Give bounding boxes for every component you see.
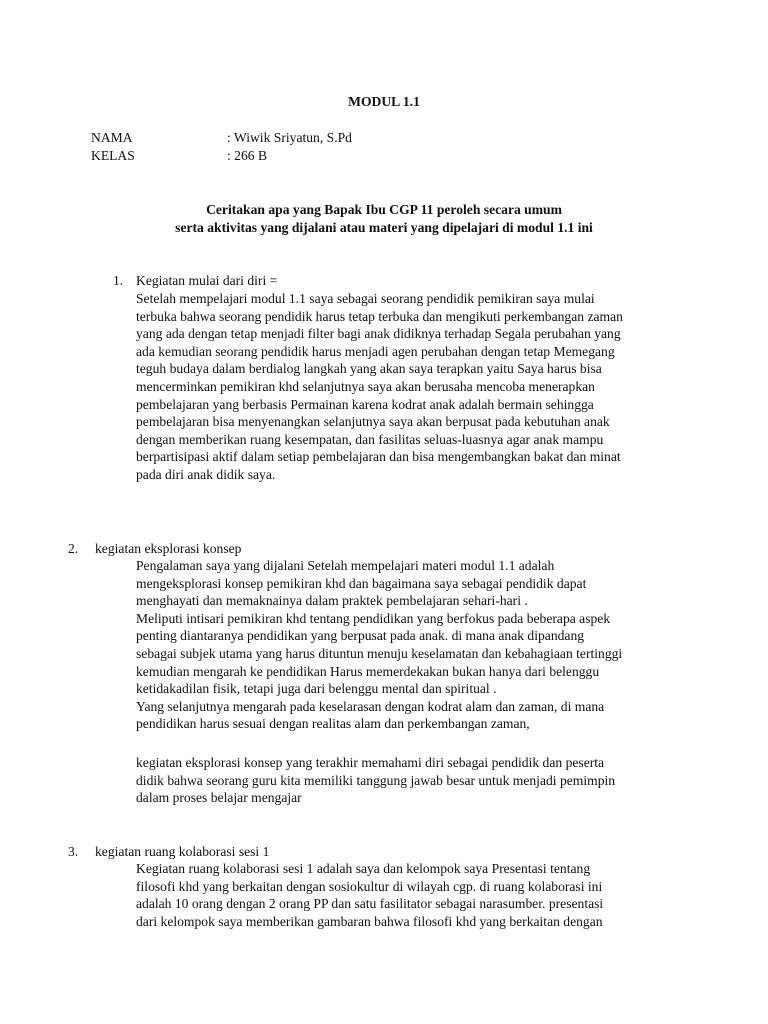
section-1-number: 1. (113, 273, 124, 288)
section-2-body: Pengalaman saya yang dijalani Setelah mempelajari materi modul 1.1 adalah mengeksplorasi konsep pemikiran khd dan bagaimana saya sebagai pendidik dapat menghayati dan memaknainya dalam praktek pembelajaran sehari-hari . Meliputi intisari pemikiran khd tentang pendidikan yang berfokus pada beberapa aspek penting diantaranya pendidikan yang berpusat pada anak. di mana anak dipandang sebagai subjek utama yang harus dituntun menuju keselamatan dan kebahagiaan tertinggi kemudian mengarah ke pendidikan Harus memerdekakan bukan hanya dari belenggu ketidakadilan fisik, tetapi juga dari belenggu mental dan spiritual . Yang selanjutnya mengarah pada keselarasan dengan kodrat alam dan zaman, di mana pendidikan harus sesuai dengan realitas alam dan perkembangan zaman, (136, 558, 623, 732)
document-title: MODUL 1.1 (348, 94, 420, 109)
section-3-heading: kegiatan ruang kolaborasi sesi 1 (95, 844, 270, 859)
prompt-line-2: serta aktivitas yang dijalani atau materi yang dipelajari di modul 1.1 ini (175, 220, 593, 235)
section-3-number: 3. (68, 844, 79, 859)
section-2-number: 2. (68, 541, 79, 556)
section-1-body: Setelah mempelajari modul 1.1 saya sebagai seorang pendidik pemikiran saya mulai terbuka bahwa seorang pendidik harus tetap terbuka dan mengikuti perkembangan zaman yang ada dengan tetap menjadi filter bagi anak didiknya terhadap Segala perubahan yang ada kemudian seorang pendidik harus menjadi agen perubahan dengan tetap Memegang teguh budaya dalam berdialog langkah yang akan saya terapkan yaitu Saya harus bisa mencerminkan pemikiran khd selanjutnya saya akan berusaha mencoba menerapkan pembelajaran yang berbasis Permainan karena kodrat anak adalah bermain sehingga pembelajaran bisa menyenangkan selanjutnya saya akan berpusat pada kebutuhan anak dengan memberikan ruang kesempatan, dan fasilitas seluas-luasnya agar anak mampu berpartisipasi aktif dalam setiap pembelajaran dan bisa mengembangkan bakat dan minat pada diri anak didik saya. (136, 291, 623, 482)
prompt-line-1: Ceritakan apa yang Bapak Ibu CGP 11 peroleh secara umum (206, 202, 562, 217)
section-2-heading: kegiatan eksplorasi konsep (95, 541, 242, 556)
section-3-body: Kegiatan ruang kolaborasi sesi 1 adalah saya dan kelompok saya Presentasi tentang filosofi khd yang berkaitan dengan sosiokultur di wilayah cgp. di ruang kolaborasi ini adalah 10 orang dengan 2 orang PP dan satu fasilitator sebagai narasumber. presentasi dari kelompok saya memberikan gambaran bahwa filosofi khd yang berkaitan dengan (136, 861, 604, 929)
name-value: : Wiwik Sriyatun, S.Pd (227, 130, 352, 145)
name-label: NAMA (91, 130, 133, 145)
section-1-heading: Kegiatan mulai dari diri = (136, 273, 278, 288)
class-label: KELAS (91, 148, 135, 163)
class-value: : 266 B (227, 148, 268, 163)
section-2-body-continued: kegiatan eksplorasi konsep yang terakhir memahami diri sebagai pendidik dan peserta didik bahwa seorang guru kita memiliki tanggung jawab besar untuk menjadi pemimpin dalam proses belajar mengajar (136, 755, 616, 806)
